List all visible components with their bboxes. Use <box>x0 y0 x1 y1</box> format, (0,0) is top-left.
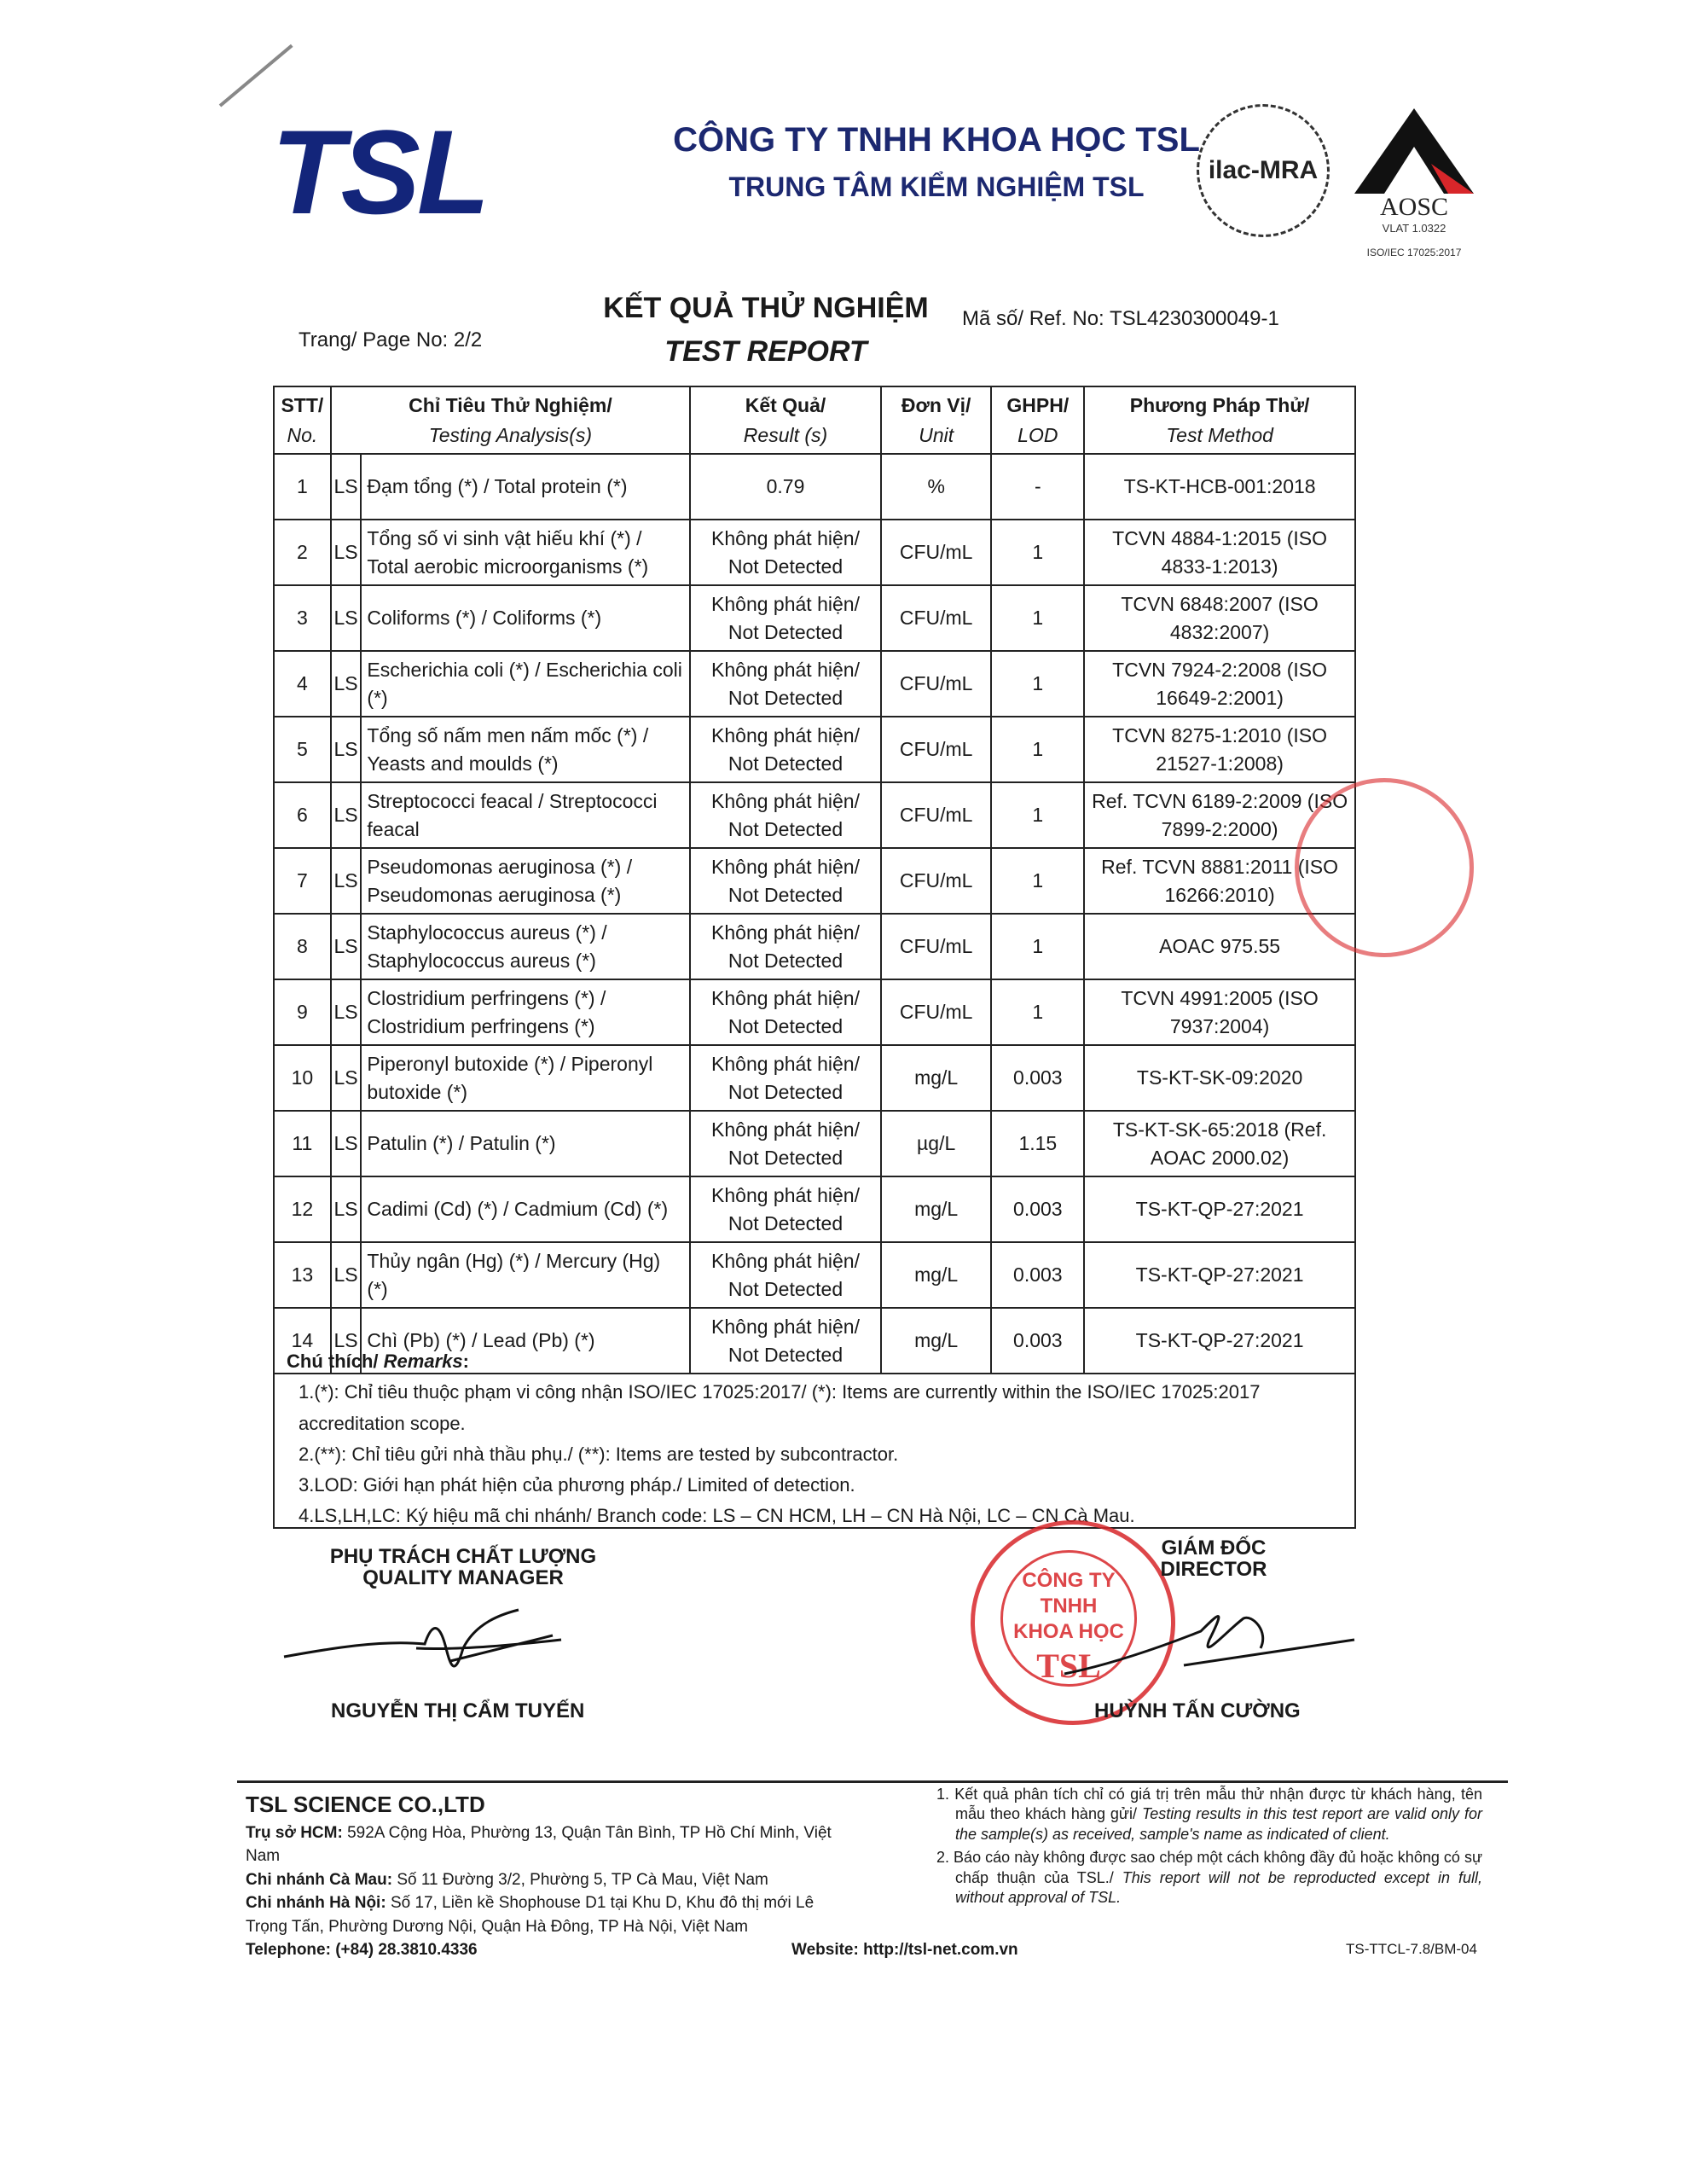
branch-code: LS <box>331 520 362 585</box>
footer-website[interactable]: Website: http://tsl-net.com.vn <box>791 1941 1018 1959</box>
lod-value: 0.003 <box>991 1045 1084 1111</box>
branch-code: LS <box>331 651 362 717</box>
ilac-mra-logo <box>1197 104 1330 237</box>
logo-accent-stroke <box>219 44 293 107</box>
lod-value: 0.003 <box>991 1176 1084 1242</box>
footer-notes <box>936 1785 1482 1911</box>
result-value: Không phát hiện/ Not Detected <box>690 651 881 717</box>
lod-value: 1 <box>991 520 1084 585</box>
aosc-triangle-icon <box>1350 104 1478 198</box>
branch-code: LS <box>331 454 362 520</box>
table-row <box>274 1176 1355 1242</box>
testing-analysis: Escherichia coli (*) / Escherichia coli (*) <box>361 651 690 717</box>
table-row <box>274 1111 1355 1176</box>
lod-value: 0.003 <box>991 1242 1084 1308</box>
testing-analysis: Pseudomonas aeruginosa (*) / Pseudomonas aeruginosa (*) <box>361 848 690 914</box>
company-header <box>595 121 1278 203</box>
quality-manager-signature <box>280 1597 570 1691</box>
stamp-line: KHOA HỌC <box>1013 1620 1124 1643</box>
result-value: Không phát hiện/ Not Detected <box>690 914 881 979</box>
table-row <box>274 979 1355 1045</box>
unit-value: CFU/mL <box>881 651 992 717</box>
testing-analysis: Tổng số vi sinh vật hiếu khí (*) / Total aerobic microorganisms (*) <box>361 520 690 585</box>
row-number: 8 <box>274 914 331 979</box>
ilac-text: ilac-MRA <box>1208 156 1319 184</box>
quality-manager-title-vi: PHỤ TRÁCH CHẤT LƯỢNG <box>329 1545 597 1568</box>
test-method: TS-KT-QP-27:2021 <box>1084 1176 1355 1242</box>
lod-value: 0.003 <box>991 1308 1084 1374</box>
report-title-en: TEST REPORT <box>664 335 867 368</box>
unit-value: CFU/mL <box>881 914 992 979</box>
branch-code: LS <box>331 1176 362 1242</box>
test-report-page <box>220 78 1516 1960</box>
table-row <box>274 585 1355 651</box>
unit-value: mg/L <box>881 1176 992 1242</box>
remark-line: 3.LOD: Giới hạn phát hiện của phương pháp./ Limited of detection. <box>299 1474 855 1496</box>
testing-analysis: Staphylococcus aureus (*) / Staphylococcus aureus (*) <box>361 914 690 979</box>
unit-value: CFU/mL <box>881 848 992 914</box>
quality-manager-name: NGUYỄN THỊ CẨM TUYẾN <box>331 1699 585 1722</box>
aosc-code: VLAT 1.0322 <box>1382 222 1446 235</box>
test-method: TS-KT-SK-09:2020 <box>1084 1045 1355 1111</box>
table-row <box>274 1242 1355 1308</box>
testing-analysis: Piperonyl butoxide (*) / Piperonyl butoxide (*) <box>361 1045 690 1111</box>
table-row <box>274 782 1355 848</box>
stamp-line: TNHH <box>1040 1594 1098 1618</box>
aosc-text: AOSC <box>1379 193 1449 221</box>
result-value: Không phát hiện/ Not Detected <box>690 520 881 585</box>
testing-analysis: Đạm tổng (*) / Total protein (*) <box>361 454 690 520</box>
header-no: STT/ No. <box>274 386 331 454</box>
director-title <box>1128 1537 1299 1580</box>
branch-code: LS <box>331 782 362 848</box>
test-method: TCVN 4991:2005 (ISO 7937:2004) <box>1084 979 1355 1045</box>
report-title-vi: KẾT QUẢ THỬ NGHIỆM <box>603 292 929 324</box>
testing-analysis: Patulin (*) / Patulin (*) <box>361 1111 690 1176</box>
unit-value: CFU/mL <box>881 520 992 585</box>
lod-value: 1 <box>991 848 1084 914</box>
result-value: 0.79 <box>690 454 881 520</box>
test-method: TS-KT-SK-65:2018 (Ref. AOAC 2000.02) <box>1084 1111 1355 1176</box>
aosc-iso: ISO/IEC 17025:2017 <box>1366 247 1462 258</box>
testing-analysis: Chì (Pb) (*) / Lead (Pb) (*) <box>361 1308 690 1374</box>
unit-value: mg/L <box>881 1242 992 1308</box>
branch-code: LS <box>331 979 362 1045</box>
center-name: TRUNG TÂM KIỂM NGHIỆM TSL <box>728 171 1145 202</box>
director-title-en: DIRECTOR <box>1160 1558 1267 1582</box>
report-title <box>595 292 936 369</box>
lod-value: 1 <box>991 914 1084 979</box>
unit-value: CFU/mL <box>881 585 992 651</box>
branch-code: LS <box>331 1111 362 1176</box>
test-method: TCVN 4884-1:2015 (ISO 4833-1:2013) <box>1084 520 1355 585</box>
test-method: TS-KT-QP-27:2021 <box>1084 1308 1355 1374</box>
test-method: TCVN 7924-2:2008 (ISO 16649-2:2001) <box>1084 651 1355 717</box>
director-name: HUỲNH TẤN CƯỜNG <box>1094 1699 1301 1722</box>
row-number: 9 <box>274 979 331 1045</box>
row-number: 11 <box>274 1111 331 1176</box>
test-method: TS-KT-HCB-001:2018 <box>1084 454 1355 520</box>
lod-value: 1 <box>991 979 1084 1045</box>
table-row <box>274 717 1355 782</box>
unit-value: µg/L <box>881 1111 992 1176</box>
table-row <box>274 651 1355 717</box>
footer-note-2: 2. Báo cáo này không được sao chép một cách không đầy đủ hoặc không có sự chấp thuận của TSL./ This report will not be reproducted except in full, without approval of TSL. <box>936 1849 1482 1906</box>
aosc-logo <box>1346 104 1482 266</box>
quality-manager-title <box>322 1546 604 1589</box>
footer-company-info <box>246 1789 860 1962</box>
lod-value: - <box>991 454 1084 520</box>
header-lod: GHPH/ LOD <box>991 386 1084 454</box>
testing-analysis: Thủy ngân (Hg) (*) / Mercury (Hg) (*) <box>361 1242 690 1308</box>
result-value: Không phát hiện/ Not Detected <box>690 782 881 848</box>
lod-value: 1 <box>991 651 1084 717</box>
row-number: 2 <box>274 520 331 585</box>
footer-divider <box>237 1780 1508 1783</box>
table-header-row <box>274 386 1355 454</box>
quality-manager-title-en: QUALITY MANAGER <box>362 1566 564 1590</box>
company-name: CÔNG TY TNHH KHOA HỌC TSL <box>673 121 1200 159</box>
unit-value: mg/L <box>881 1045 992 1111</box>
table-row <box>274 520 1355 585</box>
footer-camau: Chi nhánh Cà Mau: Số 11 Đường 3/2, Phường 5, TP Cà Mau, Việt Nam <box>246 1870 768 1889</box>
testing-analysis: Clostridium perfringens (*) / Clostridium perfringens (*) <box>361 979 690 1045</box>
branch-code: LS <box>331 848 362 914</box>
header-unit: Đơn Vị/ Unit <box>881 386 992 454</box>
branch-code: LS <box>331 1045 362 1111</box>
remark-line: 2.(**): Chỉ tiêu gửi nhà thầu phụ./ (**): Items are tested by subcontractor. <box>299 1443 899 1465</box>
row-number: 12 <box>274 1176 331 1242</box>
row-number: 6 <box>274 782 331 848</box>
footer-company-name: TSL SCIENCE CO.,LTD <box>246 1792 485 1817</box>
result-value: Không phát hiện/ Not Detected <box>690 979 881 1045</box>
testing-analysis: Coliforms (*) / Coliforms (*) <box>361 585 690 651</box>
result-value: Không phát hiện/ Not Detected <box>690 1242 881 1308</box>
result-value: Không phát hiện/ Not Detected <box>690 717 881 782</box>
tsl-logo: TSL <box>271 105 487 239</box>
unit-value: CFU/mL <box>881 979 992 1045</box>
row-number: 1 <box>274 454 331 520</box>
branch-code: LS <box>331 914 362 979</box>
branch-code: LS <box>331 1242 362 1308</box>
row-number: 10 <box>274 1045 331 1111</box>
footer-telephone: Telephone: (+84) 28.3810.4336 <box>246 1941 478 1960</box>
stamp-line: CÔNG TY <box>1022 1569 1116 1592</box>
result-value: Không phát hiện/ Not Detected <box>690 585 881 651</box>
row-number: 14 <box>274 1308 331 1374</box>
page-number: Trang/ Page No: 2/2 <box>299 328 483 351</box>
unit-value: CFU/mL <box>881 782 992 848</box>
testing-analysis: Cadimi (Cd) (*) / Cadmium (Cd) (*) <box>361 1176 690 1242</box>
test-method: Ref. TCVN 6189-2:2009 (ISO 7899-2:2000) <box>1084 782 1355 848</box>
results-table <box>273 386 1356 1374</box>
footer-note-1: 1. Kết quả phân tích chỉ có giá trị trên mẫu thử nhận được từ khách hàng, tên mẫu theo khách hàng gửi/ Testing results in this test report are valid only for the sample(s) as received, sample's name as indicated of client. <box>936 1786 1482 1843</box>
reference-number: Mã số/ Ref. No: TSL4230300049-1 <box>962 307 1279 330</box>
header-method: Phương Pháp Thử/ Test Method <box>1084 386 1355 454</box>
branch-code: LS <box>331 1308 362 1374</box>
results-body <box>274 454 1355 1374</box>
unit-value: mg/L <box>881 1308 992 1374</box>
stamp-logo-text: TSL <box>1036 1647 1101 1685</box>
test-method: AOAC 975.55 <box>1084 914 1355 979</box>
row-number: 7 <box>274 848 331 914</box>
lod-value: 1.15 <box>991 1111 1084 1176</box>
table-row <box>274 914 1355 979</box>
branch-code: LS <box>331 717 362 782</box>
test-method: TS-KT-QP-27:2021 <box>1084 1242 1355 1308</box>
remark-line: 4.LS,LH,LC: Ký hiệu mã chi nhánh/ Branch code: LS – CN HCM, LH – CN Hà Nội, LC – CN Cà Mau. <box>299 1505 1135 1527</box>
director-signature <box>1056 1580 1363 1691</box>
row-number: 3 <box>274 585 331 651</box>
remarks-section <box>273 1341 1356 1529</box>
form-code: TS-TTCL-7.8/BM-04 <box>1346 1941 1477 1957</box>
company-seal-stamp <box>1295 778 1474 957</box>
test-method: TCVN 6848:2007 (ISO 4832:2007) <box>1084 585 1355 651</box>
result-value: Không phát hiện/ Not Detected <box>690 1111 881 1176</box>
lod-value: 1 <box>991 585 1084 651</box>
result-value: Không phát hiện/ Not Detected <box>690 1308 881 1374</box>
result-value: Không phát hiện/ Not Detected <box>690 1176 881 1242</box>
row-number: 13 <box>274 1242 331 1308</box>
footer-hq: Trụ sở HCM: 592A Cộng Hòa, Phường 13, Quận Tân Bình, TP Hồ Chí Minh, Việt Nam <box>246 1823 832 1866</box>
remark-line: 1.(*): Chỉ tiêu thuộc phạm vi công nhận ISO/IEC 17025:2017/ (*): Items are currently within the ISO/IEC 17025:2017 accreditation scope. <box>299 1381 1261 1434</box>
branch-code: LS <box>331 585 362 651</box>
unit-value: % <box>881 454 992 520</box>
result-value: Không phát hiện/ Not Detected <box>690 1045 881 1111</box>
lod-value: 1 <box>991 717 1084 782</box>
director-title-vi: GIÁM ĐỐC <box>1161 1536 1267 1560</box>
table-row <box>274 454 1355 520</box>
testing-analysis: Tổng số nấm men nấm mốc (*) / Yeasts and moulds (*) <box>361 717 690 782</box>
lod-value: 1 <box>991 782 1084 848</box>
remarks-heading: Chú thích/ Remarks: <box>287 1350 469 1372</box>
test-method: TCVN 8275-1:2010 (ISO 21527-1:2008) <box>1084 717 1355 782</box>
testing-analysis: Streptococci feacal / Streptococci feacal <box>361 782 690 848</box>
row-number: 4 <box>274 651 331 717</box>
row-number: 5 <box>274 717 331 782</box>
header-analysis: Chỉ Tiêu Thử Nghiệm/ Testing Analysis(s) <box>331 386 690 454</box>
result-value: Không phát hiện/ Not Detected <box>690 848 881 914</box>
unit-value: CFU/mL <box>881 717 992 782</box>
table-row <box>274 1045 1355 1111</box>
header-result: Kết Quả/ Result (s) <box>690 386 881 454</box>
test-method: Ref. TCVN 8881:2011 (ISO 16266:2010) <box>1084 848 1355 914</box>
table-row <box>274 848 1355 914</box>
footer-hanoi: Chi nhánh Hà Nội: Số 17, Liền kề Shophouse D1 tại Khu D, Khu đô thị mới Lê Trọng Tấn, Phường Dương Nội, Quận Hà Đông, TP Hà Nội, Việt Nam <box>246 1894 815 1936</box>
